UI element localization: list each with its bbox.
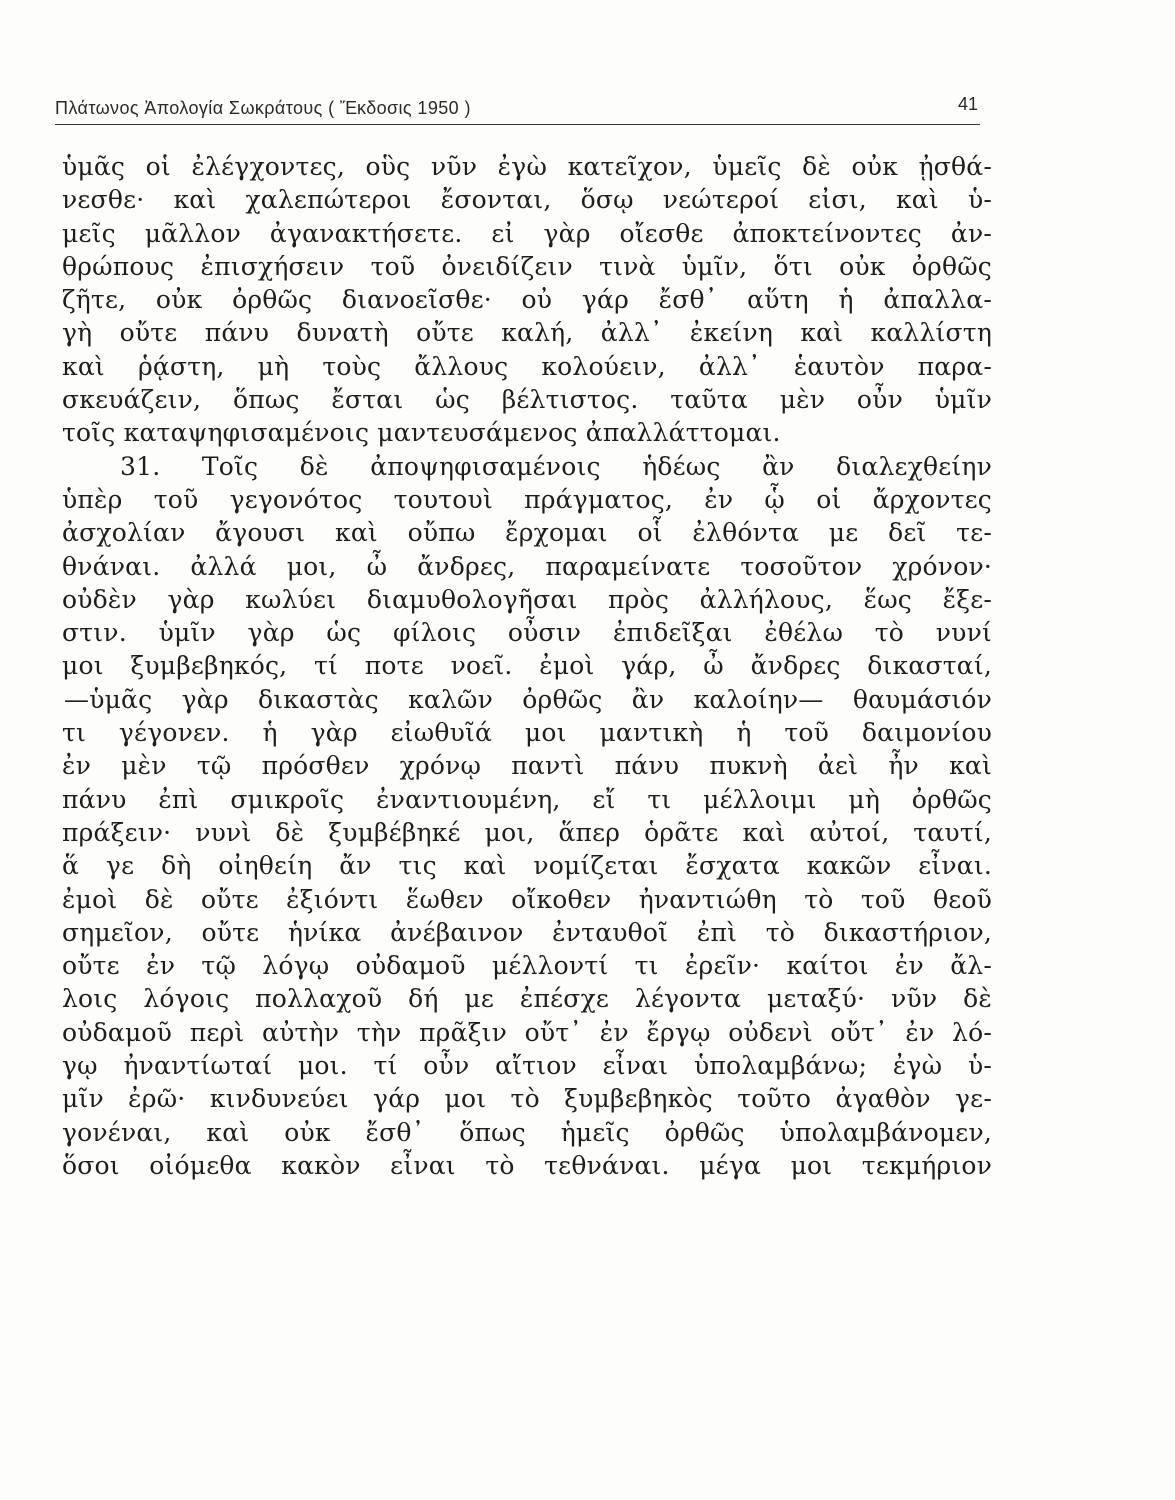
text-line: τι γέγονεν. ἡ γὰρ εἰωθυῖά μοι μαντικὴ ἡ τοῦ δαιμονίου xyxy=(62,718,992,748)
text-line: ὑμᾶς οἱ ἐλέγχοντες, οὓς νῦν ἐγὼ κατεῖχον, ὑμεῖς δὲ οὐκ ᾐσθά- xyxy=(62,152,992,181)
section-start-line: 31. Τοῖς δὲ ἀποψηφισαμένοις ἡδέως ἂν διαλεχθείην xyxy=(120,451,992,481)
text-line: μεῖς μᾶλλον ἀγανακτήσετε. εἰ γὰρ οἴεσθε ἀποκτείνοντες ἀν- xyxy=(62,218,992,248)
running-title: Πλάτωνος Ἀπολογία Σωκράτους ( Ἔκδοσις 1950 ) xyxy=(55,98,471,118)
text-line: γονέναι, καὶ οὐκ ἔσθ᾽ ὅπως ἡμεῖς ὀρθῶς ὑπολαμβάνομεν, xyxy=(62,1117,992,1147)
text-line: καὶ ῥᾴστη, μὴ τοὺς ἄλλους κολούειν, ἀλλ᾽ ἑαυτὸν παρα- xyxy=(62,351,992,381)
text-line: ἅ γε δὴ οἰηθείη ἄν τις καὶ νομίζεται ἔσχατα κακῶν εἶναι. xyxy=(62,851,992,881)
text-line: τοῖς καταψηφισαμένοις μαντευσάμενος ἀπαλλάττομαι. xyxy=(62,418,781,448)
text-line: ζῆτε, οὐκ ὀρθῶς διανοεῖσθε· οὐ γάρ ἔσθ᾽ αὕτη ἡ ἀπαλλα- xyxy=(62,285,992,315)
text-line: νεσθε· καὶ χαλεπώτεροι ἔσονται, ὅσῳ νεώτεροί εἰσι, καὶ ὑ- xyxy=(62,185,992,215)
text-line: γῳ ἠναντίωταί μοι. τί οὖν αἴτιον εἶναι ὑπολαμβάνω; ἐγὼ ὑ- xyxy=(62,1051,992,1081)
text-line: λοις λόγοις πολλαχοῦ δή με ἐπέσχε λέγοντα μεταξύ· νῦν δὲ xyxy=(62,984,992,1014)
text-line: οὔτε ἐν τῷ λόγῳ οὐδαμοῦ μέλλοντί τι ἐρεῖν· καίτοι ἐν ἄλ- xyxy=(62,951,992,981)
text-line: ἐν μὲν τῷ πρόσθεν χρόνῳ παντὶ πάνυ πυκνὴ ἀεὶ ἦν καὶ xyxy=(62,751,992,781)
text-line: πάνυ ἐπὶ σμικροῖς ἐναντιουμένη, εἴ τι μέλλοιμι μὴ ὀρθῶς xyxy=(62,784,992,814)
text-line: ἀσχολίαν ἄγουσι καὶ οὔπω ἔρχομαι οἷ ἐλθόντα με δεῖ τε- xyxy=(62,518,992,548)
text-line: ὑπὲρ τοῦ γεγονότος τουτουὶ πράγματος, ἐν ᾧ οἱ ἄρχοντες xyxy=(62,484,992,514)
text-line: θρώπους ἐπισχήσειν τοῦ ὀνειδίζειν τινὰ ὑμῖν, ὅτι οὐκ ὀρθῶς xyxy=(62,251,992,281)
text-line: ἐμοὶ δὲ οὔτε ἐξιόντι ἕωθεν οἴκοθεν ἠναντιώθη τὸ τοῦ θεοῦ xyxy=(62,884,992,914)
text-line: —ὑμᾶς γὰρ δικαστὰς καλῶν ὀρθῶς ἂν καλοίην— θαυμάσιόν xyxy=(64,684,992,714)
text-line: θνάναι. ἀλλά μοι, ὦ ἄνδρες, παραμείνατε τοσοῦτον χρόνον· xyxy=(62,551,992,581)
text-line: πράξειν· νυνὶ δὲ ξυμβέβηκέ μοι, ἅπερ ὁρᾶτε καὶ αὐτοί, ταυτί, xyxy=(62,817,992,847)
body-text xyxy=(62,150,992,1182)
text-line: ὅσοι οἰόμεθα κακὸν εἶναι τὸ τεθνάναι. μέγα μοι τεκμήριον xyxy=(62,1150,992,1180)
text-line: γὴ οὔτε πάνυ δυνατὴ οὔτε καλή, ἀλλ᾽ ἐκείνη καὶ καλλίστη xyxy=(62,318,992,348)
text-line: μῖν ἐρῶ· κινδυνεύει γάρ μοι τὸ ξυμβεβηκὸς τοῦτο ἀγαθὸν γε- xyxy=(62,1084,992,1114)
text-line: σκευάζειν, ὅπως ἔσται ὡς βέλτιστος. ταῦτα μὲν οὖν ὑμῖν xyxy=(62,385,992,415)
text-line: σημεῖον, οὔτε ἡνίκα ἀνέβαινον ἐνταυθοῖ ἐπὶ τὸ δικαστήριον, xyxy=(62,917,992,947)
text-line: οὐδαμοῦ περὶ αὐτὴν τὴν πρᾶξιν οὔτ᾽ ἐν ἔργῳ οὐδενὶ οὔτ᾽ ἐν λό- xyxy=(62,1017,992,1047)
text-line: μοι ξυμβεβηκός, τί ποτε νοεῖ. ἐμοὶ γάρ, ὦ ἄνδρες δικασταί, xyxy=(62,651,992,681)
text-line: στιν. ὑμῖν γὰρ ὡς φίλοις οὖσιν ἐπιδεῖξαι ἐθέλω τὸ νυνί xyxy=(62,618,992,648)
page-number: 41 xyxy=(957,94,978,114)
text-line: οὐδὲν γὰρ κωλύει διαμυθολογῆσαι πρὸς ἀλλήλους, ἕως ἔξε- xyxy=(62,584,992,614)
running-header xyxy=(55,94,980,125)
